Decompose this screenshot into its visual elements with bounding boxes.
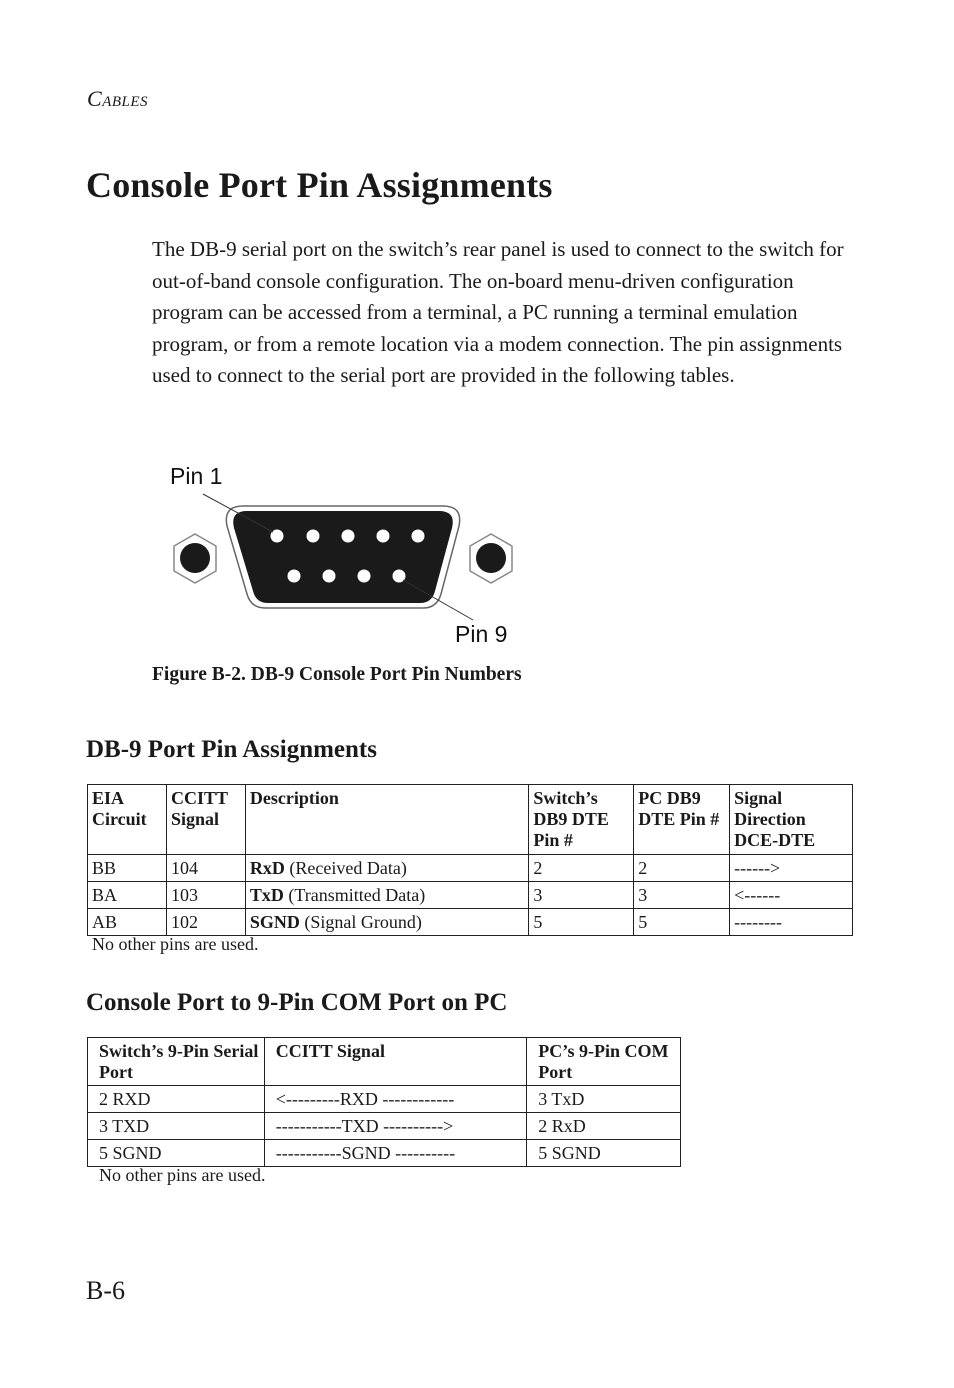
table-row: [88, 1113, 681, 1140]
db9-connector-figure: [165, 458, 525, 648]
com-table-note: No other pins are used.: [99, 1165, 266, 1185]
cell-direction: --------: [730, 909, 853, 936]
com-table-heading: Console Port to 9-Pin COM Port on PC: [86, 989, 508, 1016]
cell-description: [245, 909, 528, 936]
col-header-ccitt-signal: CCITT Signal: [264, 1038, 526, 1086]
cell-eia: BA: [88, 882, 167, 909]
cell-pc-pin: 5: [634, 909, 730, 936]
cell-pc-pin: 2: [634, 855, 730, 882]
cell-ccitt: 103: [166, 882, 245, 909]
running-head-rest: ABLES: [102, 94, 149, 110]
pin-6: [288, 570, 301, 583]
col-header-eia: EIA Circuit: [88, 785, 167, 855]
running-head: [87, 86, 148, 112]
cell-ccitt: 104: [166, 855, 245, 882]
cell-switch-port: 3 TXD: [88, 1113, 265, 1140]
cell-switch-pin: 3: [529, 882, 634, 909]
cell-pc-port: 5 SGND: [527, 1140, 681, 1167]
cell-ccitt-signal: -----------SGND ----------: [264, 1140, 526, 1167]
col-header-description: Description: [245, 785, 528, 855]
cell-pc-port: 2 RxD: [527, 1113, 681, 1140]
cell-direction: <------: [730, 882, 853, 909]
page-number: B-6: [86, 1276, 125, 1305]
db9-pin-table: [87, 784, 853, 936]
cell-description: [245, 882, 528, 909]
intro-paragraph: The DB-9 serial port on the switch’s rear panel is used to connect to the switch for out-of-band console configuration. The on-board menu-driven configuration program can be accessed from a terminal, a PC running a terminal emulation program, or from a remote location via a modem connection. The pin assignments used to connect to the serial port are provided in the following tables.: [152, 237, 844, 387]
cell-switch-pin: 2: [529, 855, 634, 882]
table-row: [88, 909, 853, 936]
cell-switch-pin: 5: [529, 909, 634, 936]
pin9-label: Pin 9: [455, 621, 508, 647]
cell-eia: BB: [88, 855, 167, 882]
running-head-cap: C: [87, 86, 103, 111]
table-header-row: [88, 785, 853, 855]
pin-4: [377, 530, 390, 543]
cell-direction: ------>: [730, 855, 853, 882]
col-header-pc-pin: PC DB9 DTE Pin #: [634, 785, 730, 855]
pin-2: [307, 530, 320, 543]
pin-5: [412, 530, 425, 543]
db9-table-heading: DB-9 Port Pin Assignments: [86, 736, 377, 763]
col-header-switch-pin: Switch’s DB9 DTE Pin #: [529, 785, 634, 855]
cell-switch-port: 5 SGND: [88, 1140, 265, 1167]
db9-table-note: No other pins are used.: [92, 934, 259, 954]
cell-eia: AB: [88, 909, 167, 936]
signal-abbrev: TxD: [249, 885, 284, 905]
cell-description: [245, 855, 528, 882]
pin1-label: Pin 1: [170, 463, 223, 489]
cell-pc-port: 3 TxD: [527, 1086, 681, 1113]
figure-caption: Figure B-2. DB-9 Console Port Pin Numbers: [152, 664, 522, 685]
table-row: [88, 1086, 681, 1113]
table-header-row: [88, 1038, 681, 1086]
cell-switch-port: 2 RXD: [88, 1086, 265, 1113]
col-header-direction: Signal Direction DCE-DTE: [730, 785, 853, 855]
cell-ccitt-signal: <---------RXD ------------: [264, 1086, 526, 1113]
signal-name: (Received Data): [284, 858, 407, 878]
pin-3: [342, 530, 355, 543]
signal-name: (Transmitted Data): [283, 885, 426, 905]
col-header-ccitt: CCITT Signal: [166, 785, 245, 855]
page-title: Console Port Pin Assignments: [86, 165, 553, 205]
cell-ccitt: 102: [166, 909, 245, 936]
pin-8: [358, 570, 371, 583]
right-screw-hole: [476, 543, 506, 573]
cell-ccitt-signal: -----------TXD ---------->: [264, 1113, 526, 1140]
table-row: [88, 882, 853, 909]
signal-abbrev: SGND: [249, 912, 300, 932]
table-row: [88, 1140, 681, 1167]
pin-7: [323, 570, 336, 583]
cell-pc-pin: 3: [634, 882, 730, 909]
left-screw-hole: [180, 543, 210, 573]
col-header-switch-port: Switch’s 9-Pin Serial Port: [88, 1038, 265, 1086]
signal-name: (Signal Ground): [299, 912, 422, 932]
col-header-pc-port: PC’s 9-Pin COM Port: [527, 1038, 681, 1086]
signal-abbrev: RxD: [249, 858, 285, 878]
com-port-table: [87, 1037, 681, 1167]
table-row: [88, 855, 853, 882]
